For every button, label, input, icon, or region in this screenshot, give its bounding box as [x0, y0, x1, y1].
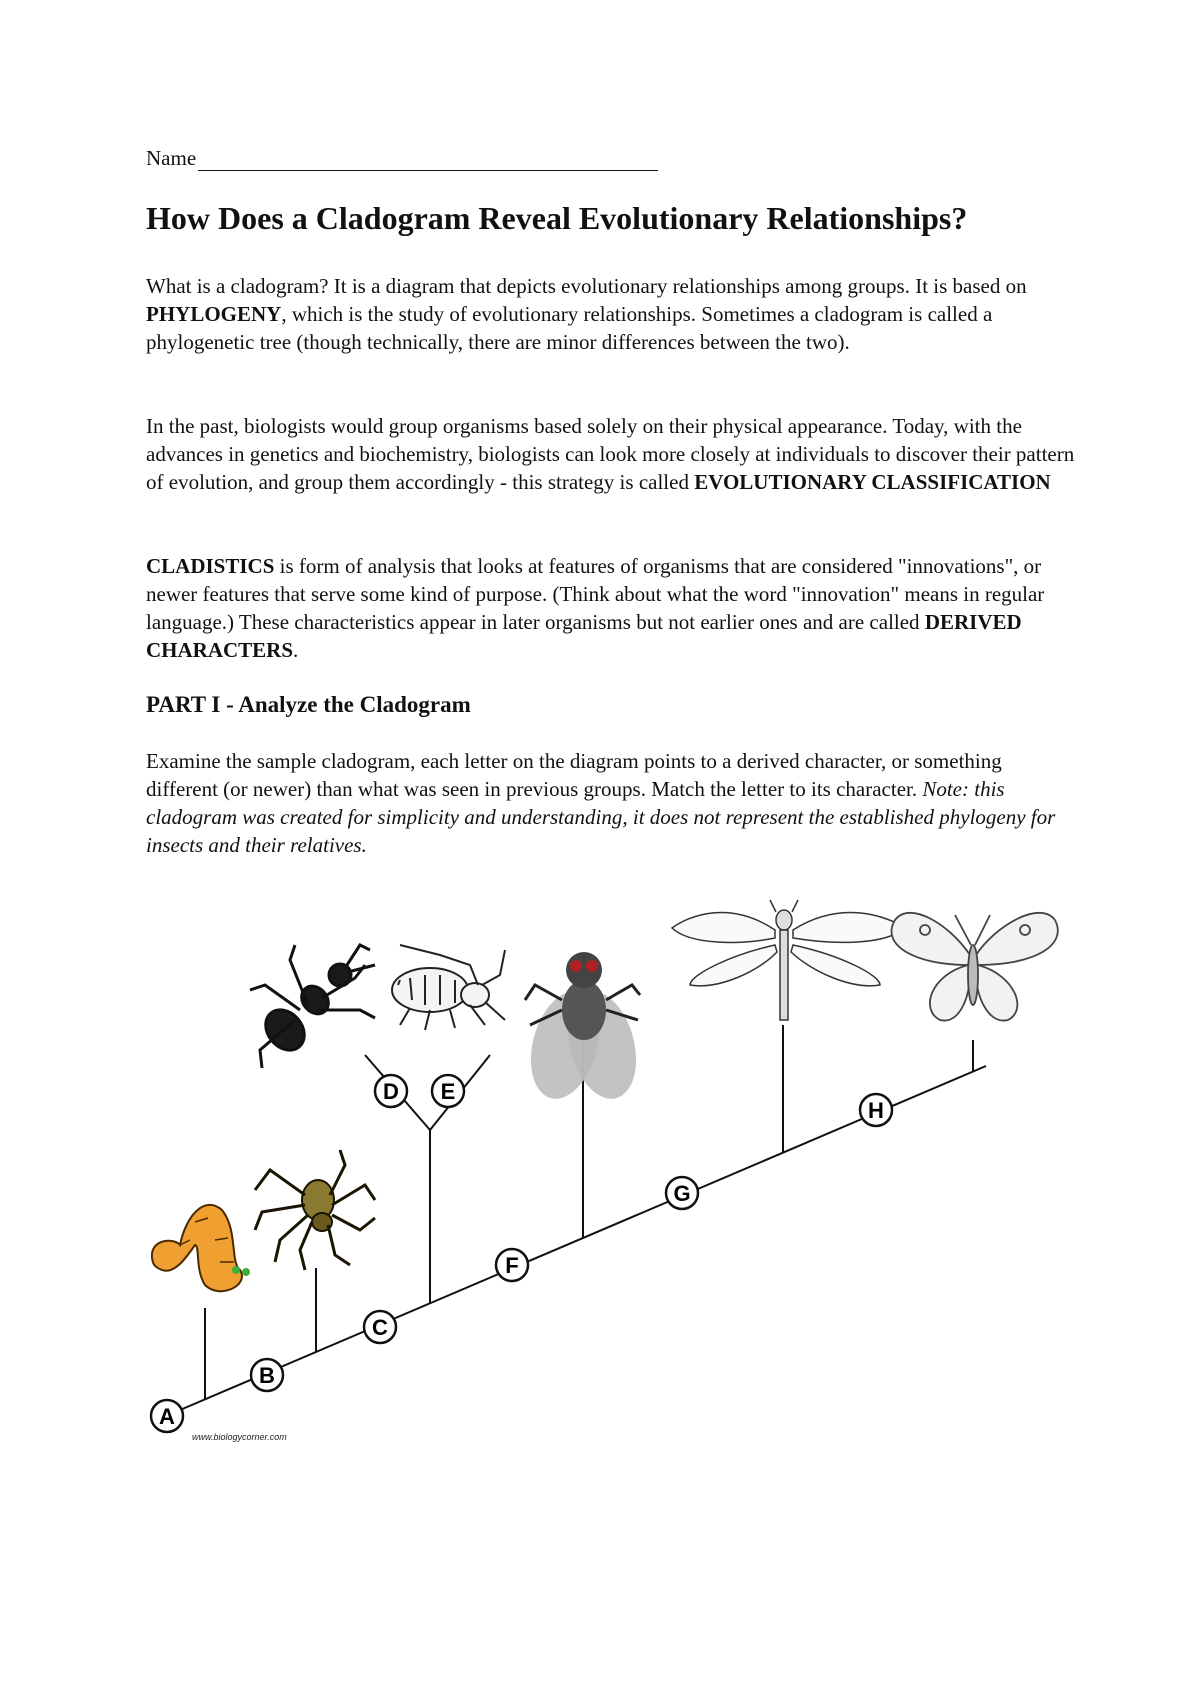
text-span: In the past, biologists would group organisms based solely on their physical appearance. Today, with the advances in genetics and biochemistry, biologists can look more closely at individuals to discover their pattern of evolution, and group them accordingly - this strategy is called [146, 414, 1075, 494]
svg-text:D: D [383, 1079, 399, 1104]
ant-image [250, 945, 375, 1068]
part1-heading: PART I - Analyze the Cladogram [146, 692, 471, 717]
node-e [432, 1075, 464, 1107]
dragonfly-image [672, 900, 905, 1020]
term-derived-characters: DERIVED CHARACTERS [146, 610, 1022, 662]
node-c [364, 1311, 396, 1343]
node-h [860, 1094, 892, 1126]
node-b [251, 1359, 283, 1391]
text-span: What is a cladogram? It is a diagram that depicts evolutionary relationships among groups. It is based on [146, 274, 1027, 298]
credit-watermark: www.biologycorner.com [192, 1432, 287, 1442]
name-label: Name [146, 146, 197, 170]
note-italic: Note: this cladogram was created for simplicity and understanding, it does not represent the established phylogeny for insects and their relatives. [146, 777, 1056, 857]
node-g [666, 1177, 698, 1209]
worm-image [152, 1205, 250, 1291]
node-f [496, 1249, 528, 1281]
text-span: , which is the study of evolutionary relationships. Sometimes a cladogram is called a phylogenetic tree (though technically, there are minor differences between the two). [146, 302, 993, 354]
text-span: is form of analysis that looks at features of organisms that are considered "innovations", or newer features that serve some kind of purpose. (Think about what the word "innovation" means in regular language.) These characteristics appear in later organisms but not earlier ones and are called [146, 554, 1045, 634]
svg-text:H: H [868, 1098, 884, 1123]
text-span: . [293, 638, 299, 662]
butterfly-image [892, 913, 1058, 1021]
svg-text:A: A [159, 1404, 175, 1429]
page-title: How Does a Cladogram Reveal Evolutionary Relationships? [146, 200, 968, 236]
term-cladistics: CLADISTICS [146, 554, 275, 578]
svg-text:G: G [673, 1181, 691, 1206]
aphid-image [392, 945, 505, 1030]
svg-text:C: C [372, 1315, 388, 1340]
text-span: Examine the sample cladogram, each letter on the diagram points to a derived character, or something different (or newer) than what was seen in previous groups. Match the letter to its character. [146, 749, 1002, 801]
spider-image [255, 1150, 375, 1270]
node-d [375, 1075, 407, 1107]
term-phylogeny: PHYLOGENY [146, 302, 282, 326]
term-evolutionary-classification: EVOLUTIONARY CLASSIFICATION [694, 470, 1051, 494]
svg-text:B: B [259, 1363, 275, 1388]
svg-text:F: F [505, 1253, 519, 1278]
node-a [151, 1400, 183, 1432]
svg-text:E: E [440, 1079, 456, 1104]
